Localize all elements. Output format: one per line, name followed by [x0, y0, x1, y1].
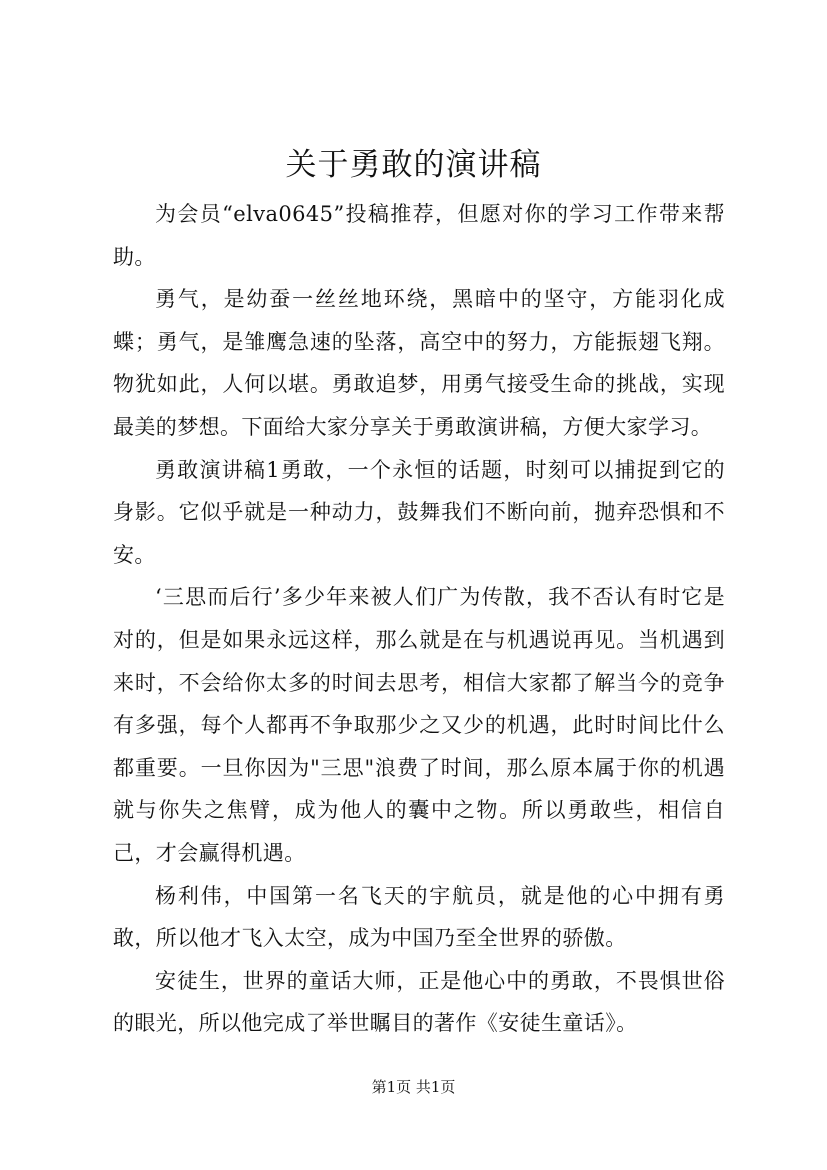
document-title: 关于勇敢的演讲稿: [285, 147, 542, 183]
page-footer: 第1页 共1页: [371, 1078, 456, 1096]
document-body: [113, 193, 725, 1045]
paragraph-speech-one: 勇敢演讲稿1勇敢，一个永恒的话题，时刻可以捕捉到它的身影。它似乎就是一种动力，鼓舞我们不断向前，抛弃恐惧和不安。: [113, 457, 725, 567]
paragraph-yang-liwei: 杨利伟，中国第一名飞天的宇航员，就是他的心中拥有勇敢，所以他才飞入太空，成为中国乃至全世界的骄傲。: [113, 883, 725, 951]
paragraph-intro: 为会员“elva0645”投稿推荐，但愿对你的学习工作带来帮助。: [113, 202, 725, 269]
paragraph-courage-definition: 勇气，是幼蚕一丝丝地环绕，黑暗中的坚守，方能羽化成蝶；勇气，是雏鹰急速的坠落，高空中的努力，方能振翅飞翔。物犹如此，人何以堪。勇敢追梦，用勇气接受生命的挑战，实现最美的梦想。下面给大家分享关于勇敢演讲稿，方便大家学习。: [113, 287, 725, 439]
paragraph-andersen: 安徒生，世界的童话大师，正是他心中的勇敢，不畏惧世俗的眼光，所以他完成了举世瞩目的著作《安徒生童话》。: [113, 968, 725, 1036]
paragraph-think-twice: ‘三思而后行’多少年来被人们广为传散，我不否认有时它是对的，但是如果永远这样，那么就是在与机遇说再见。当机遇到来时，不会给你太多的时间去思考，相信大家都了解当今的竞争有多强，每个人都再不争取那少之又少的机遇，此时时间比什么都重要。一旦你因为"三思"浪费了时间，那么原本属于你的机遇就与你失之焦臂，成为他人的囊中之物。所以勇敢些，相信自己，才会赢得机遇。: [113, 585, 725, 865]
